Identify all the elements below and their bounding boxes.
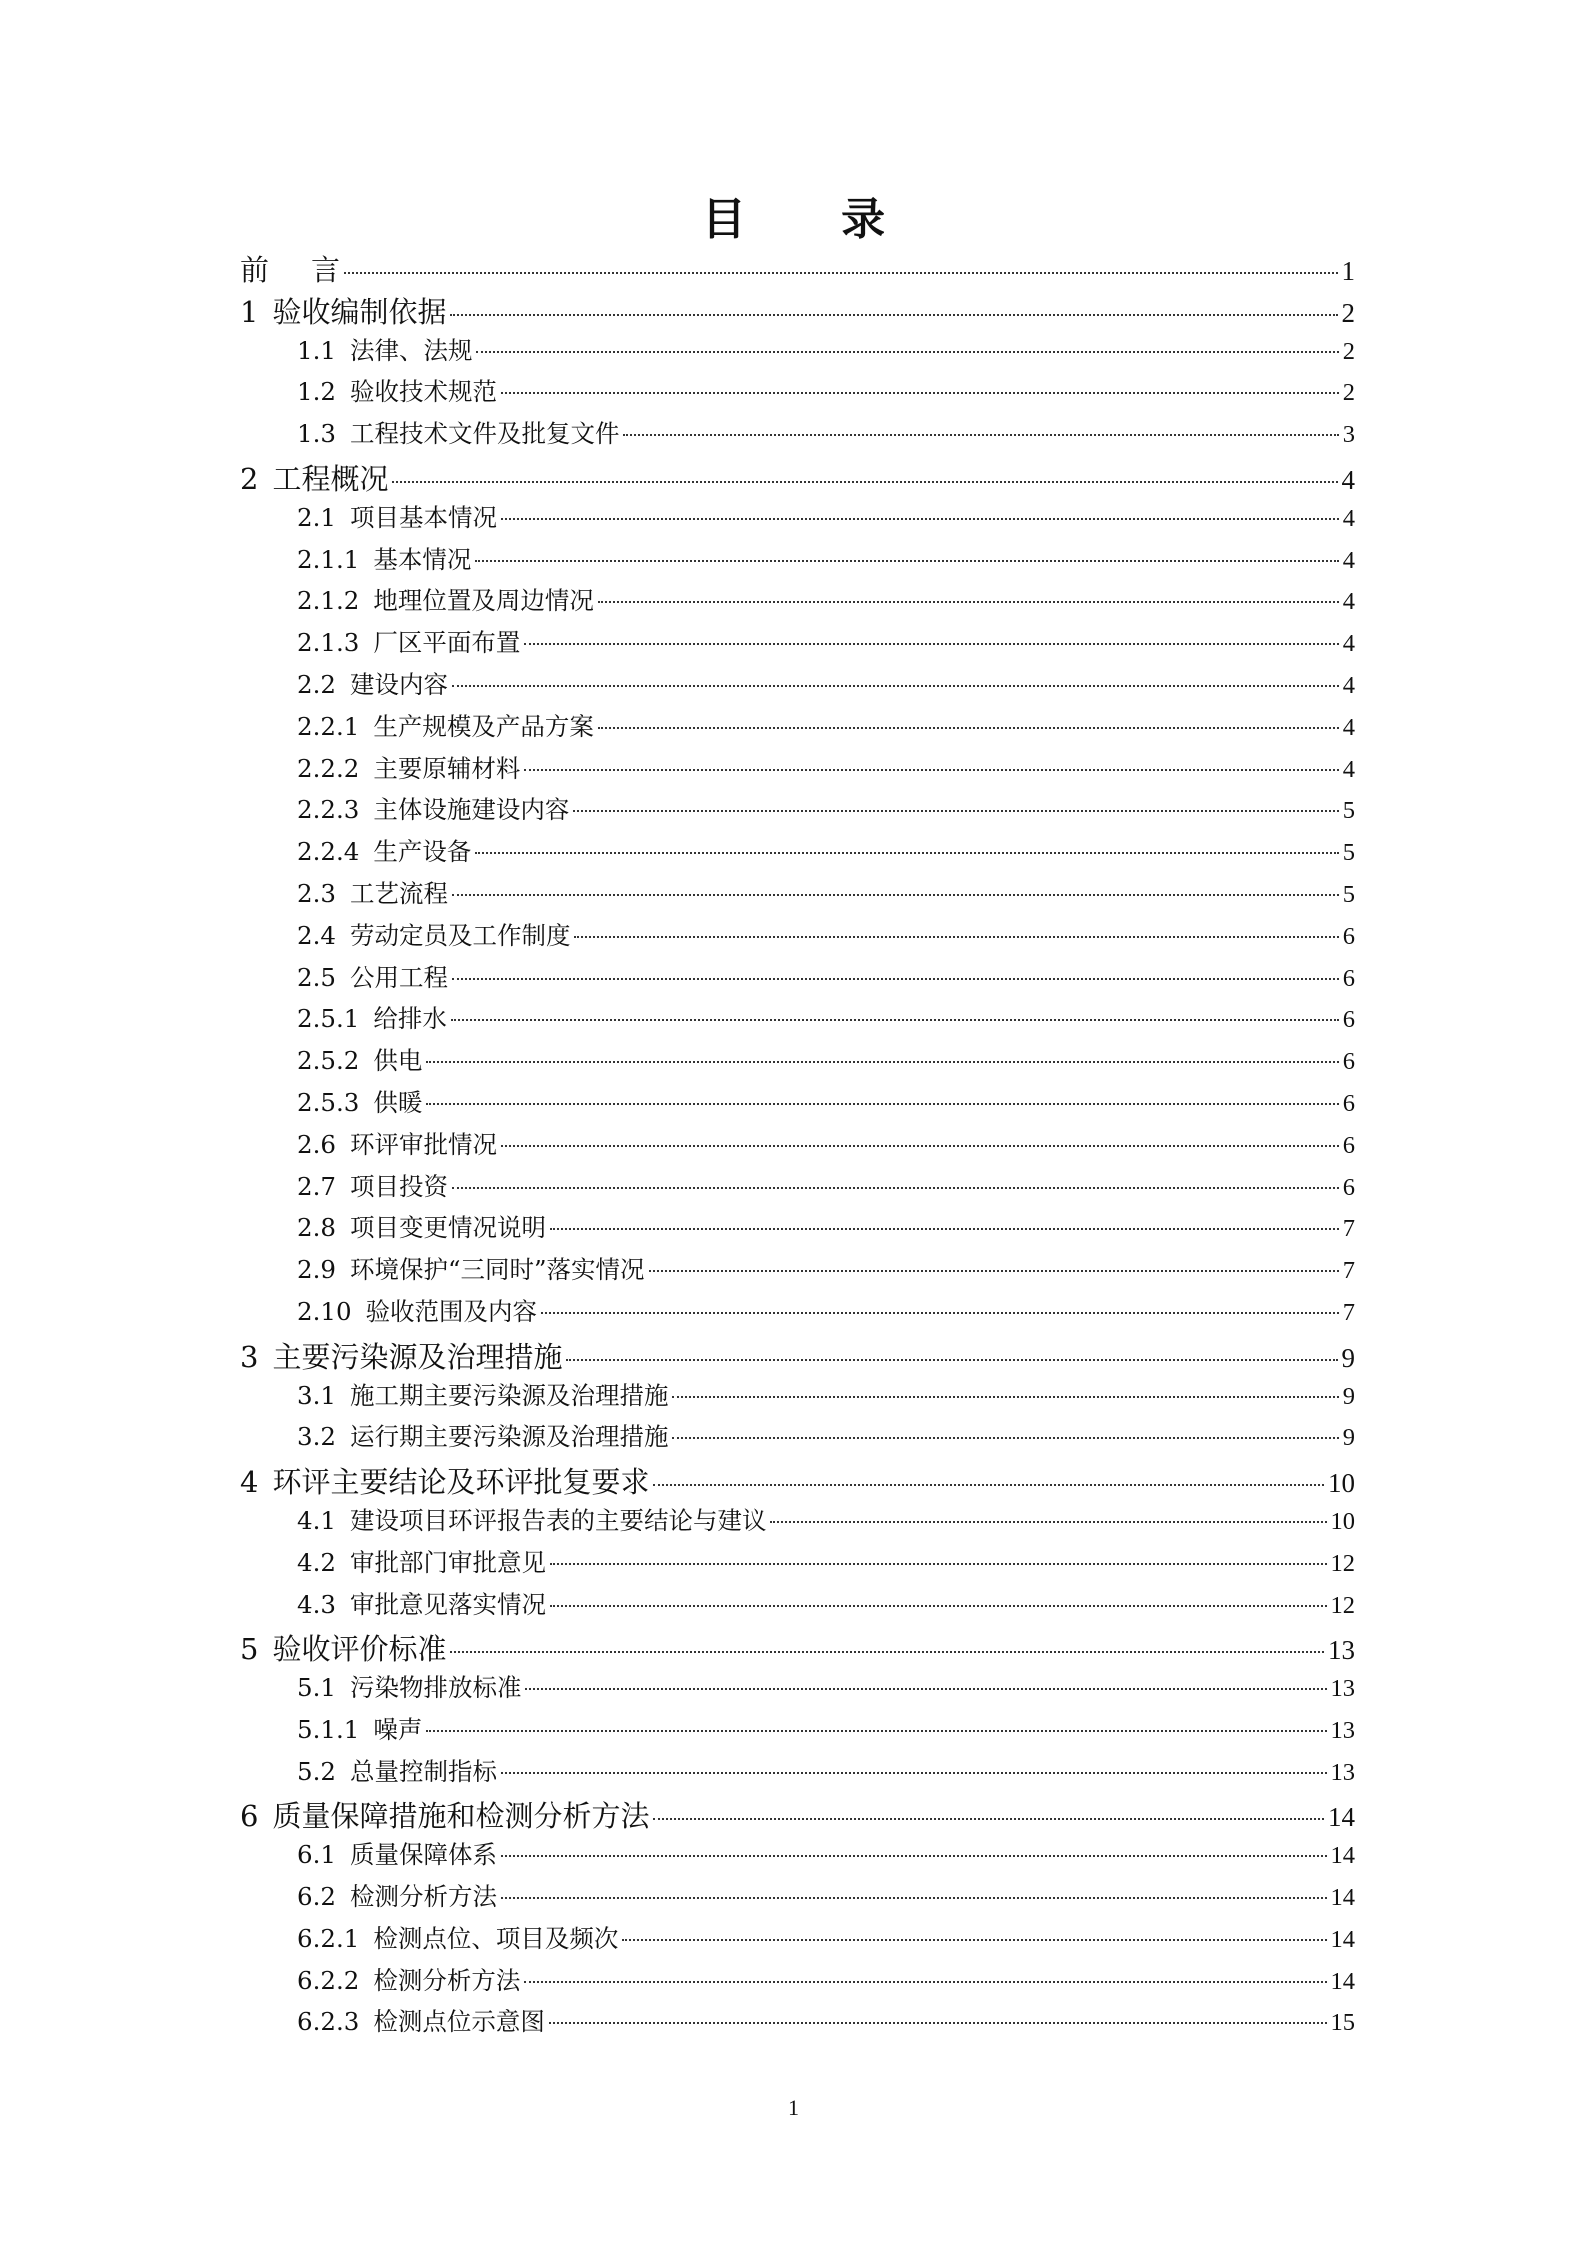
toc-entry-label: 检测分析方法 bbox=[373, 1965, 521, 1995]
toc-entry-number: 3.1 bbox=[297, 1380, 336, 1410]
toc-dot-leader bbox=[501, 1772, 1327, 1774]
toc-entry-label: 检测点位、项目及频次 bbox=[373, 1923, 619, 1953]
toc-dot-leader bbox=[344, 272, 1337, 274]
toc-title: 目 录 bbox=[701, 194, 926, 245]
toc-entry-page: 6 bbox=[1342, 1173, 1355, 1201]
toc-entry[interactable] bbox=[240, 1335, 1355, 1377]
toc-entry-heading bbox=[240, 1335, 562, 1376]
toc-entry-heading bbox=[297, 1753, 497, 1788]
toc-entry-heading bbox=[240, 1627, 446, 1668]
toc-entry-number: 1 bbox=[240, 294, 259, 329]
toc-entry-heading bbox=[297, 666, 448, 701]
toc-entry-heading bbox=[297, 373, 497, 408]
toc-dot-leader bbox=[770, 1521, 1326, 1523]
toc-entry-page: 3 bbox=[1342, 421, 1355, 449]
toc-entry-label: 运行期主要污染源及治理措施 bbox=[349, 1422, 669, 1452]
toc-dot-leader bbox=[475, 560, 1338, 562]
toc-entry-label: 项目投资 bbox=[349, 1171, 448, 1201]
toc-entry-number: 6.1 bbox=[297, 1840, 336, 1870]
toc-entry-page: 5 bbox=[1342, 797, 1355, 825]
toc-entry-page: 14 bbox=[1330, 1967, 1355, 1995]
toc-entry-label: 质量保障措施和检测分析方法 bbox=[272, 1799, 650, 1834]
toc-entry-heading bbox=[297, 499, 497, 534]
toc-entry[interactable] bbox=[240, 499, 1355, 541]
toc-entry[interactable] bbox=[240, 541, 1355, 583]
page-number: 1 bbox=[788, 2095, 799, 2120]
toc-entry-page: 4 bbox=[1342, 755, 1355, 783]
toc-entry-label: 验收技术规范 bbox=[349, 377, 497, 407]
toc-entry[interactable] bbox=[240, 708, 1355, 750]
toc-entry-heading bbox=[297, 1920, 618, 1955]
toc-entry-page: 6 bbox=[1342, 1006, 1355, 1034]
toc-entry-label: 法律、法规 bbox=[349, 335, 473, 365]
toc-entry-number: 1.2 bbox=[297, 377, 336, 407]
toc-entry-heading bbox=[297, 1418, 668, 1453]
toc-dot-leader bbox=[450, 314, 1337, 316]
toc-entry-number: 2.5 bbox=[297, 962, 336, 992]
toc-entry[interactable] bbox=[240, 1084, 1355, 1126]
toc-dot-leader bbox=[426, 1103, 1338, 1105]
toc-entry-heading bbox=[297, 875, 448, 910]
toc-entry[interactable] bbox=[240, 1794, 1355, 1836]
toc-entry-page: 13 bbox=[1328, 1635, 1355, 1666]
toc-entry[interactable] bbox=[240, 666, 1355, 708]
toc-entry-label: 质量保障体系 bbox=[349, 1840, 497, 1870]
toc-entry-page: 14 bbox=[1328, 1802, 1355, 1833]
toc-entry[interactable] bbox=[240, 750, 1355, 792]
toc-entry[interactable] bbox=[240, 1836, 1355, 1878]
toc-entry-label: 言 bbox=[311, 253, 341, 287]
toc-entry-label: 工艺流程 bbox=[349, 878, 448, 908]
toc-entry-heading bbox=[297, 1293, 537, 1328]
toc-entry[interactable] bbox=[240, 1460, 1355, 1502]
toc-dot-leader bbox=[524, 1981, 1326, 1983]
toc-entry[interactable] bbox=[240, 457, 1355, 499]
toc-entry-label: 劳动定员及工作制度 bbox=[349, 920, 571, 950]
toc-dot-leader bbox=[525, 1688, 1326, 1690]
toc-entry-number: 5.1 bbox=[297, 1673, 336, 1703]
toc-entry-heading bbox=[297, 541, 471, 576]
toc-entry-number: 2.5.2 bbox=[297, 1046, 360, 1076]
toc-entry-page: 10 bbox=[1328, 1468, 1355, 1499]
toc-entry-label: 总量控制指标 bbox=[349, 1756, 497, 1786]
toc-entry-page: 6 bbox=[1342, 964, 1355, 992]
toc-entry-heading bbox=[297, 833, 471, 868]
toc-entry-label: 环评主要结论及环评批复要求 bbox=[272, 1465, 650, 1500]
toc-entry-heading bbox=[297, 415, 619, 450]
toc-entry-number: 2.1.3 bbox=[297, 628, 360, 658]
toc-dot-leader bbox=[550, 1228, 1339, 1230]
toc-entry[interactable] bbox=[240, 1418, 1355, 1460]
toc-entry-number: 1.3 bbox=[297, 419, 336, 449]
toc-entry-number: 2.10 bbox=[297, 1296, 352, 1326]
toc-entry[interactable] bbox=[240, 332, 1355, 374]
toc-entry-page: 2 bbox=[1341, 297, 1355, 328]
toc-entry-page: 14 bbox=[1330, 1842, 1355, 1870]
toc-entry-page: 4 bbox=[1342, 630, 1355, 658]
toc-entry-heading bbox=[297, 1711, 422, 1746]
toc-entry-page: 13 bbox=[1330, 1716, 1355, 1744]
toc-entry-number: 6.2 bbox=[297, 1882, 336, 1912]
toc-entry-label: 检测点位示意图 bbox=[373, 2007, 545, 2037]
toc-entry-number: 3 bbox=[240, 1339, 259, 1374]
toc-entry-label: 工程技术文件及批复文件 bbox=[349, 419, 620, 449]
toc-entry-number: 5.2 bbox=[297, 1756, 336, 1786]
toc-entry-heading bbox=[297, 959, 448, 994]
toc-entry-heading bbox=[297, 917, 570, 952]
toc-dot-leader bbox=[452, 1187, 1339, 1189]
toc-dot-leader bbox=[501, 1855, 1327, 1857]
toc-entry-number: 4.1 bbox=[297, 1505, 336, 1535]
toc-entry-page: 12 bbox=[1330, 1591, 1355, 1619]
toc-dot-leader bbox=[672, 1396, 1338, 1398]
toc-entry-heading bbox=[297, 1377, 668, 1412]
toc-entry-label: 供电 bbox=[373, 1046, 423, 1076]
toc-entry-label: 项目变更情况说明 bbox=[349, 1213, 546, 1243]
toc-entry[interactable] bbox=[240, 415, 1355, 457]
toc-entry-number: 2.5.3 bbox=[297, 1087, 360, 1117]
toc-entry-label: 建设项目环评报告表的主要结论与建议 bbox=[349, 1505, 767, 1535]
toc-entry[interactable] bbox=[240, 1502, 1355, 1544]
toc-entry-label: 主体设施建设内容 bbox=[373, 795, 570, 825]
toc-entry-page: 9 bbox=[1341, 1342, 1355, 1373]
toc-dot-leader bbox=[501, 518, 1339, 520]
toc-entry-number: 前 bbox=[240, 253, 270, 287]
toc-dot-leader bbox=[452, 894, 1339, 896]
toc-entry-heading bbox=[297, 1669, 521, 1704]
toc-entry-heading bbox=[297, 1878, 497, 1913]
toc-entry-number: 2.6 bbox=[297, 1129, 336, 1159]
toc-dot-leader bbox=[672, 1437, 1338, 1439]
toc-dot-leader bbox=[550, 1605, 1327, 1607]
toc-entry-number: 6.2.2 bbox=[297, 1965, 360, 1995]
toc-dot-leader bbox=[623, 434, 1338, 436]
toc-entry-number: 2.9 bbox=[297, 1255, 336, 1285]
toc-dot-leader bbox=[501, 1897, 1327, 1899]
toc-entry-label: 地理位置及周边情况 bbox=[373, 586, 594, 616]
toc-entry-number: 6.2.3 bbox=[297, 2007, 360, 2037]
toc-entry-page: 9 bbox=[1342, 1424, 1355, 1452]
toc-entry-page: 7 bbox=[1342, 1298, 1355, 1326]
toc-entry-label: 生产规模及产品方案 bbox=[373, 711, 594, 741]
toc-dot-leader bbox=[450, 1651, 1324, 1653]
toc-dot-leader bbox=[501, 392, 1339, 394]
toc-entry-page: 14 bbox=[1330, 1925, 1355, 1953]
toc-entry-number: 4.2 bbox=[297, 1547, 336, 1577]
toc-entry[interactable] bbox=[240, 582, 1355, 624]
toc-entry[interactable] bbox=[240, 833, 1355, 875]
toc-entry-page: 6 bbox=[1342, 1089, 1355, 1117]
toc-entry-label: 环评审批情况 bbox=[349, 1129, 497, 1159]
toc-entry-page: 2 bbox=[1342, 337, 1355, 365]
toc-entry-number: 6 bbox=[240, 1799, 259, 1834]
toc-entry-heading bbox=[297, 1251, 645, 1286]
toc-entry[interactable] bbox=[240, 1126, 1355, 1168]
toc-entry-page: 4 bbox=[1342, 588, 1355, 616]
toc-entry-heading bbox=[297, 1000, 447, 1035]
toc-entry-number: 2 bbox=[240, 461, 259, 496]
toc-dot-leader bbox=[426, 1061, 1338, 1063]
toc-entry-heading bbox=[297, 708, 594, 743]
toc-dot-leader bbox=[573, 810, 1338, 812]
toc-dot-leader bbox=[524, 643, 1338, 645]
toc-entry-page: 2 bbox=[1342, 379, 1355, 407]
toc-dot-leader bbox=[476, 351, 1338, 353]
toc-entry-label: 施工期主要污染源及治理措施 bbox=[349, 1380, 669, 1410]
toc-entry-page: 4 bbox=[1342, 546, 1355, 574]
toc-entry-heading bbox=[297, 1962, 520, 1997]
toc-entry-number: 2.5.1 bbox=[297, 1004, 360, 1034]
toc-entry-number: 4 bbox=[240, 1465, 259, 1500]
toc-entry-label: 项目基本情况 bbox=[349, 502, 497, 532]
toc-list bbox=[240, 248, 1355, 2045]
toc-entry-heading bbox=[297, 2003, 545, 2038]
toc-entry[interactable] bbox=[240, 1920, 1355, 1962]
toc-dot-leader bbox=[649, 1270, 1339, 1272]
toc-entry[interactable] bbox=[240, 1711, 1355, 1753]
toc-entry-page: 13 bbox=[1330, 1758, 1355, 1786]
toc-entry-heading bbox=[297, 1586, 546, 1621]
toc-entry-heading bbox=[297, 1042, 422, 1077]
toc-entry-heading bbox=[240, 457, 388, 498]
toc-entry-heading bbox=[297, 582, 594, 617]
toc-entry[interactable] bbox=[240, 1293, 1355, 1335]
toc-entry-number: 2.1.1 bbox=[297, 544, 360, 574]
toc-entry-label: 厂区平面布置 bbox=[373, 628, 521, 658]
toc-entry[interactable] bbox=[240, 1962, 1355, 2004]
toc-entry-number: 2.1.2 bbox=[297, 586, 360, 616]
toc-entry-number: 2.3 bbox=[297, 878, 336, 908]
toc-entry-heading bbox=[297, 1836, 497, 1871]
toc-entry-page: 7 bbox=[1342, 1215, 1355, 1243]
toc-dot-leader bbox=[598, 601, 1339, 603]
toc-dot-leader bbox=[452, 978, 1339, 980]
toc-dot-leader bbox=[501, 1145, 1339, 1147]
toc-dot-leader bbox=[653, 1484, 1324, 1486]
toc-entry-page: 6 bbox=[1342, 1048, 1355, 1076]
toc-entry-label: 污染物排放标准 bbox=[349, 1673, 522, 1703]
toc-dot-leader bbox=[566, 1359, 1337, 1361]
toc-entry-heading bbox=[297, 1168, 448, 1203]
toc-entry-label: 主要污染源及治理措施 bbox=[272, 1339, 563, 1374]
toc-entry-label: 建设内容 bbox=[349, 669, 448, 699]
toc-entry[interactable] bbox=[240, 1251, 1355, 1293]
toc-entry-page: 13 bbox=[1330, 1675, 1355, 1703]
toc-entry-page: 4 bbox=[1341, 464, 1355, 495]
toc-entry[interactable] bbox=[240, 624, 1355, 666]
toc-entry[interactable] bbox=[240, 1000, 1355, 1042]
toc-entry-number: 2.7 bbox=[297, 1171, 336, 1201]
toc-dot-leader bbox=[451, 1019, 1339, 1021]
toc-entry[interactable] bbox=[240, 290, 1355, 332]
toc-entry-heading bbox=[240, 248, 340, 289]
toc-entry-number: 2.8 bbox=[297, 1213, 336, 1243]
toc-entry[interactable] bbox=[240, 1669, 1355, 1711]
toc-entry-page: 15 bbox=[1330, 2009, 1355, 2037]
toc-entry-label: 生产设备 bbox=[373, 837, 472, 867]
toc-entry-heading bbox=[297, 1209, 546, 1244]
toc-entry-heading bbox=[297, 1084, 422, 1119]
toc-entry[interactable] bbox=[240, 1042, 1355, 1084]
toc-entry-number: 2.2.1 bbox=[297, 711, 360, 741]
toc-entry[interactable] bbox=[240, 1377, 1355, 1419]
toc-entry-number: 4.3 bbox=[297, 1589, 336, 1619]
toc-entry-page: 1 bbox=[1341, 256, 1355, 286]
toc-entry[interactable] bbox=[240, 917, 1355, 959]
toc-entry-number: 2.4 bbox=[297, 920, 336, 950]
toc-entry-page: 10 bbox=[1330, 1507, 1355, 1535]
toc-dot-leader bbox=[426, 1730, 1326, 1732]
toc-entry-page: 4 bbox=[1342, 713, 1355, 741]
toc-entry-label: 验收范围及内容 bbox=[365, 1296, 538, 1326]
toc-dot-leader bbox=[622, 1939, 1326, 1941]
toc-entry-heading bbox=[297, 332, 472, 367]
toc-entry-label: 噪声 bbox=[373, 1714, 423, 1744]
toc-entry-page: 7 bbox=[1342, 1257, 1355, 1285]
toc-entry-number: 5 bbox=[240, 1632, 259, 1667]
toc-dot-leader bbox=[541, 1312, 1339, 1314]
toc-entry[interactable] bbox=[240, 1168, 1355, 1210]
toc-entry-number: 2.2 bbox=[297, 669, 336, 699]
toc-entry[interactable] bbox=[240, 1753, 1355, 1795]
toc-entry-heading bbox=[297, 1126, 497, 1161]
toc-entry-label: 检测分析方法 bbox=[349, 1882, 497, 1912]
toc-entry[interactable] bbox=[240, 1544, 1355, 1586]
toc-dot-leader bbox=[550, 1563, 1327, 1565]
toc-entry-number: 5.1.1 bbox=[297, 1714, 360, 1744]
toc-entry-number: 2.1 bbox=[297, 502, 336, 532]
toc-dot-leader bbox=[574, 936, 1338, 938]
toc-entry-heading bbox=[240, 290, 446, 331]
toc-dot-leader bbox=[452, 685, 1339, 687]
toc-entry-page: 5 bbox=[1342, 880, 1355, 908]
toc-entry[interactable] bbox=[240, 791, 1355, 833]
toc-entry-label: 公用工程 bbox=[349, 962, 448, 992]
toc-entry-page: 9 bbox=[1342, 1382, 1355, 1410]
toc-entry[interactable] bbox=[240, 959, 1355, 1001]
toc-entry[interactable] bbox=[240, 373, 1355, 415]
toc-entry-number: 6.2.1 bbox=[297, 1923, 360, 1953]
toc-dot-leader bbox=[598, 727, 1339, 729]
toc-entry-label: 给排水 bbox=[373, 1004, 447, 1034]
toc-entry-page: 5 bbox=[1342, 839, 1355, 867]
toc-entry-heading bbox=[297, 1502, 766, 1537]
toc-entry-page: 4 bbox=[1342, 671, 1355, 699]
toc-entry[interactable] bbox=[240, 2003, 1355, 2045]
toc-entry[interactable] bbox=[240, 1627, 1355, 1669]
toc-entry-page: 6 bbox=[1342, 1131, 1355, 1159]
toc-entry-page: 12 bbox=[1330, 1549, 1355, 1577]
toc-dot-leader bbox=[524, 769, 1338, 771]
toc-entry-label: 环境保护“三同时”落实情况 bbox=[349, 1255, 645, 1285]
toc-dot-leader bbox=[549, 2022, 1327, 2024]
toc-entry-label: 供暖 bbox=[373, 1087, 423, 1117]
toc-entry-label: 审批部门审批意见 bbox=[349, 1547, 546, 1577]
toc-entry[interactable] bbox=[240, 1209, 1355, 1251]
toc-entry[interactable] bbox=[240, 1878, 1355, 1920]
toc-entry-page: 14 bbox=[1330, 1884, 1355, 1912]
toc-entry-label: 基本情况 bbox=[373, 544, 472, 574]
toc-entry-heading bbox=[240, 1794, 649, 1835]
toc-entry-number: 1.1 bbox=[297, 335, 336, 365]
toc-entry-label: 验收评价标准 bbox=[272, 1632, 447, 1667]
toc-dot-leader bbox=[392, 481, 1337, 483]
toc-entry-number: 2.2.3 bbox=[297, 795, 360, 825]
toc-entry-label: 主要原辅材料 bbox=[373, 753, 521, 783]
toc-entry[interactable] bbox=[240, 248, 1355, 290]
toc-entry-number: 2.2.4 bbox=[297, 837, 360, 867]
toc-entry-heading bbox=[297, 750, 520, 785]
toc-entry-heading bbox=[297, 791, 569, 826]
toc-entry-heading bbox=[297, 1544, 546, 1579]
toc-entry-page: 4 bbox=[1342, 504, 1355, 532]
toc-entry-label: 工程概况 bbox=[272, 461, 389, 496]
toc-entry-label: 验收编制依据 bbox=[272, 294, 447, 329]
toc-entry-heading bbox=[297, 624, 520, 659]
toc-dot-leader bbox=[653, 1818, 1324, 1820]
toc-entry[interactable] bbox=[240, 875, 1355, 917]
toc-entry-heading bbox=[240, 1460, 649, 1501]
toc-entry[interactable] bbox=[240, 1586, 1355, 1628]
toc-entry-label: 审批意见落实情况 bbox=[349, 1589, 546, 1619]
toc-entry-page: 6 bbox=[1342, 922, 1355, 950]
toc-entry-number: 2.2.2 bbox=[297, 753, 360, 783]
toc-entry-number: 3.2 bbox=[297, 1422, 336, 1452]
toc-dot-leader bbox=[475, 852, 1338, 854]
